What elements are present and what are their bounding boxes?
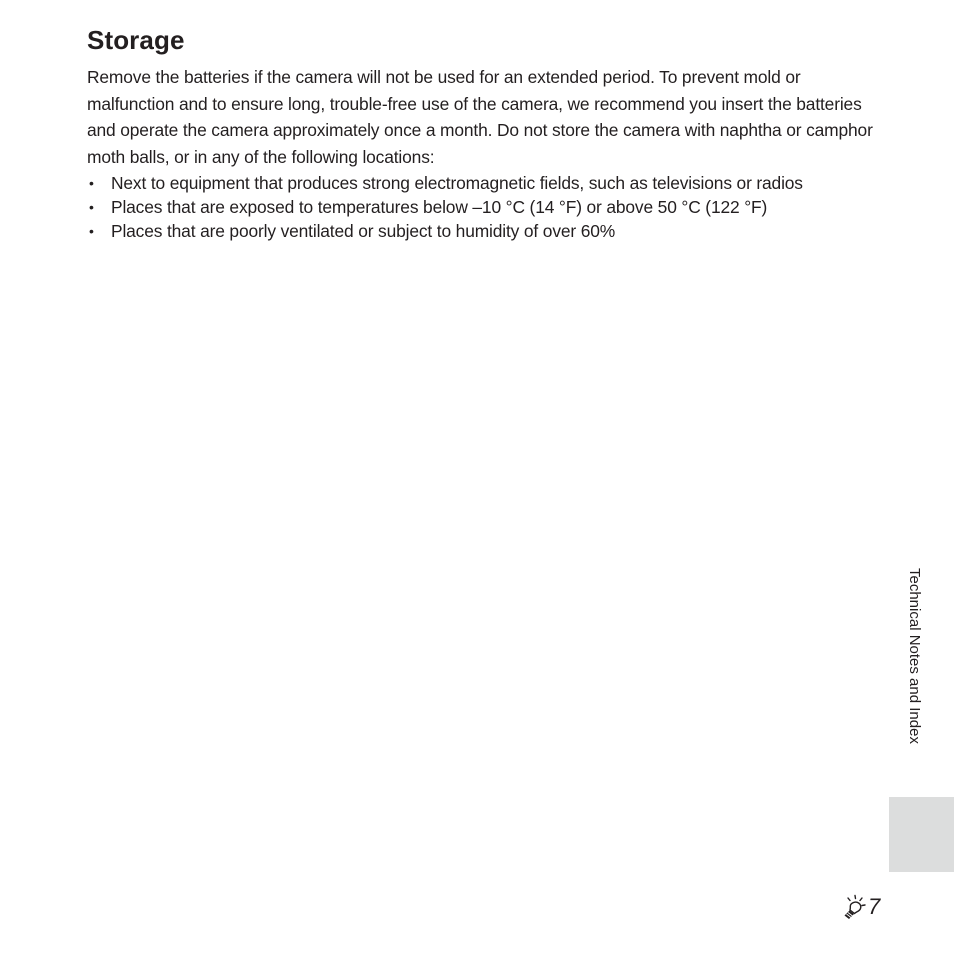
section-heading: Storage: [87, 25, 185, 55]
list-item-text: Places that are poorly ventilated or subject to humidity of over 60%: [111, 221, 616, 241]
list-item: [87, 195, 857, 219]
section-tab-label: Technical Notes and Index: [906, 568, 923, 744]
intro-paragraph: Remove the batteries if the camera will not be used for an extended period. To prevent mold or malfunction and to ensure long, trouble-free use of the camera, we recommend you insert the batteries and operate the camera approximately once a month. Do not store the camera with naphtha or camphor moth balls, or in any of the following locations:: [87, 67, 873, 168]
list-item: [87, 219, 857, 243]
list-item: [87, 171, 857, 195]
page-footer: [840, 893, 880, 921]
list-item-text: Next to equipment that produces strong electromagnetic fields, such as televisions or radios: [111, 173, 803, 193]
storage-locations-list: [87, 171, 857, 243]
bullet-icon: •: [89, 199, 94, 215]
page-number: 7: [868, 894, 881, 919]
list-item-text: Places that are exposed to temperatures below –10 °C (14 °F) or above 50 °C (122 °F): [111, 197, 768, 217]
section-tab: [889, 797, 954, 872]
bullet-icon: •: [89, 223, 94, 239]
lightbulb-icon: [840, 894, 866, 920]
bullet-icon: •: [89, 175, 94, 191]
